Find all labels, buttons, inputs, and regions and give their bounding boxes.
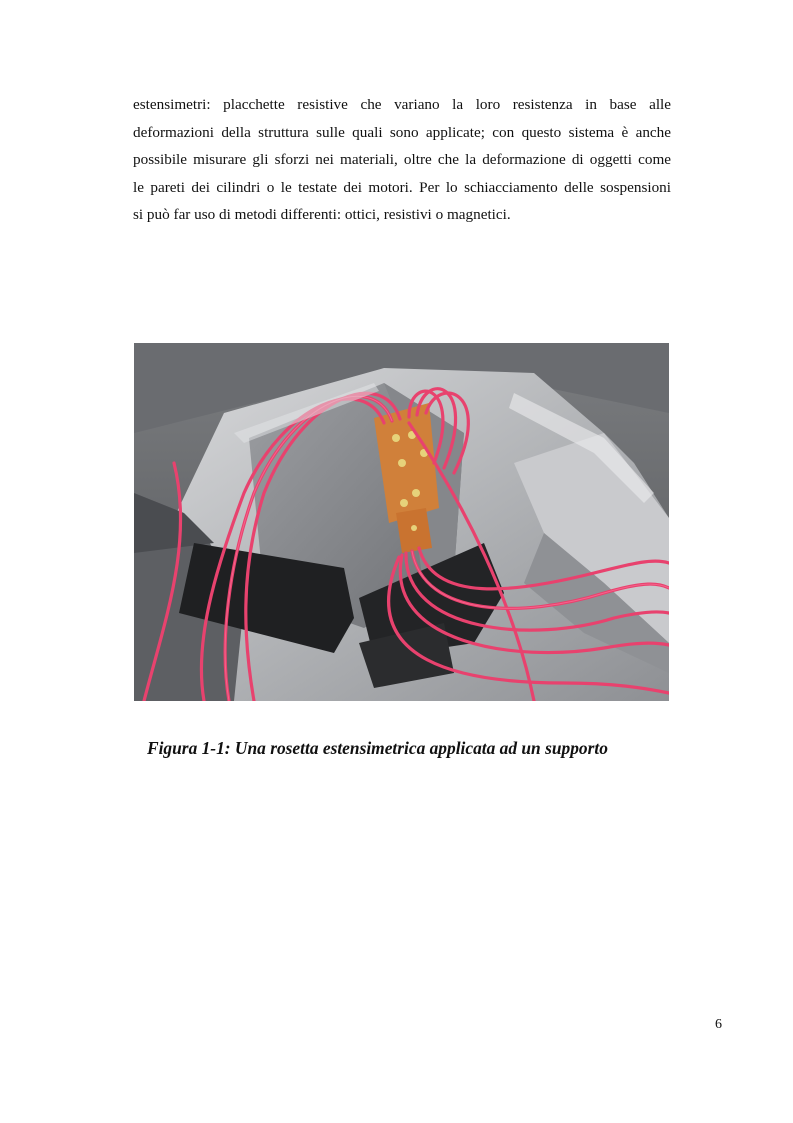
figure-caption: Figura 1-1: Una rosetta estensimetrica applicata ad un supporto (147, 738, 608, 758)
page-number: 6 (715, 1017, 722, 1032)
strain-gauge-illustration (134, 343, 669, 701)
body-line-5: si può far uso di metodi differenti: ottici, resistivi o magnetici. (133, 206, 511, 224)
body-line-1: estensimetri: placchette resistive che variano la loro resistenza in base alle (133, 96, 671, 113)
body-line-4: le pareti dei cilindri o le testate dei motori. Per lo schiacciamento delle sospensioni (133, 178, 671, 196)
body-line-2: deformazioni della struttura sulle quali sono applicate; con questo sistema è anche (133, 123, 671, 141)
strain-gauge-photo (134, 343, 669, 701)
body-paragraph (133, 91, 671, 229)
body-line-3: possibile misurare gli sforzi nei materiali, oltre che la deformazione di oggetti come (133, 151, 671, 169)
